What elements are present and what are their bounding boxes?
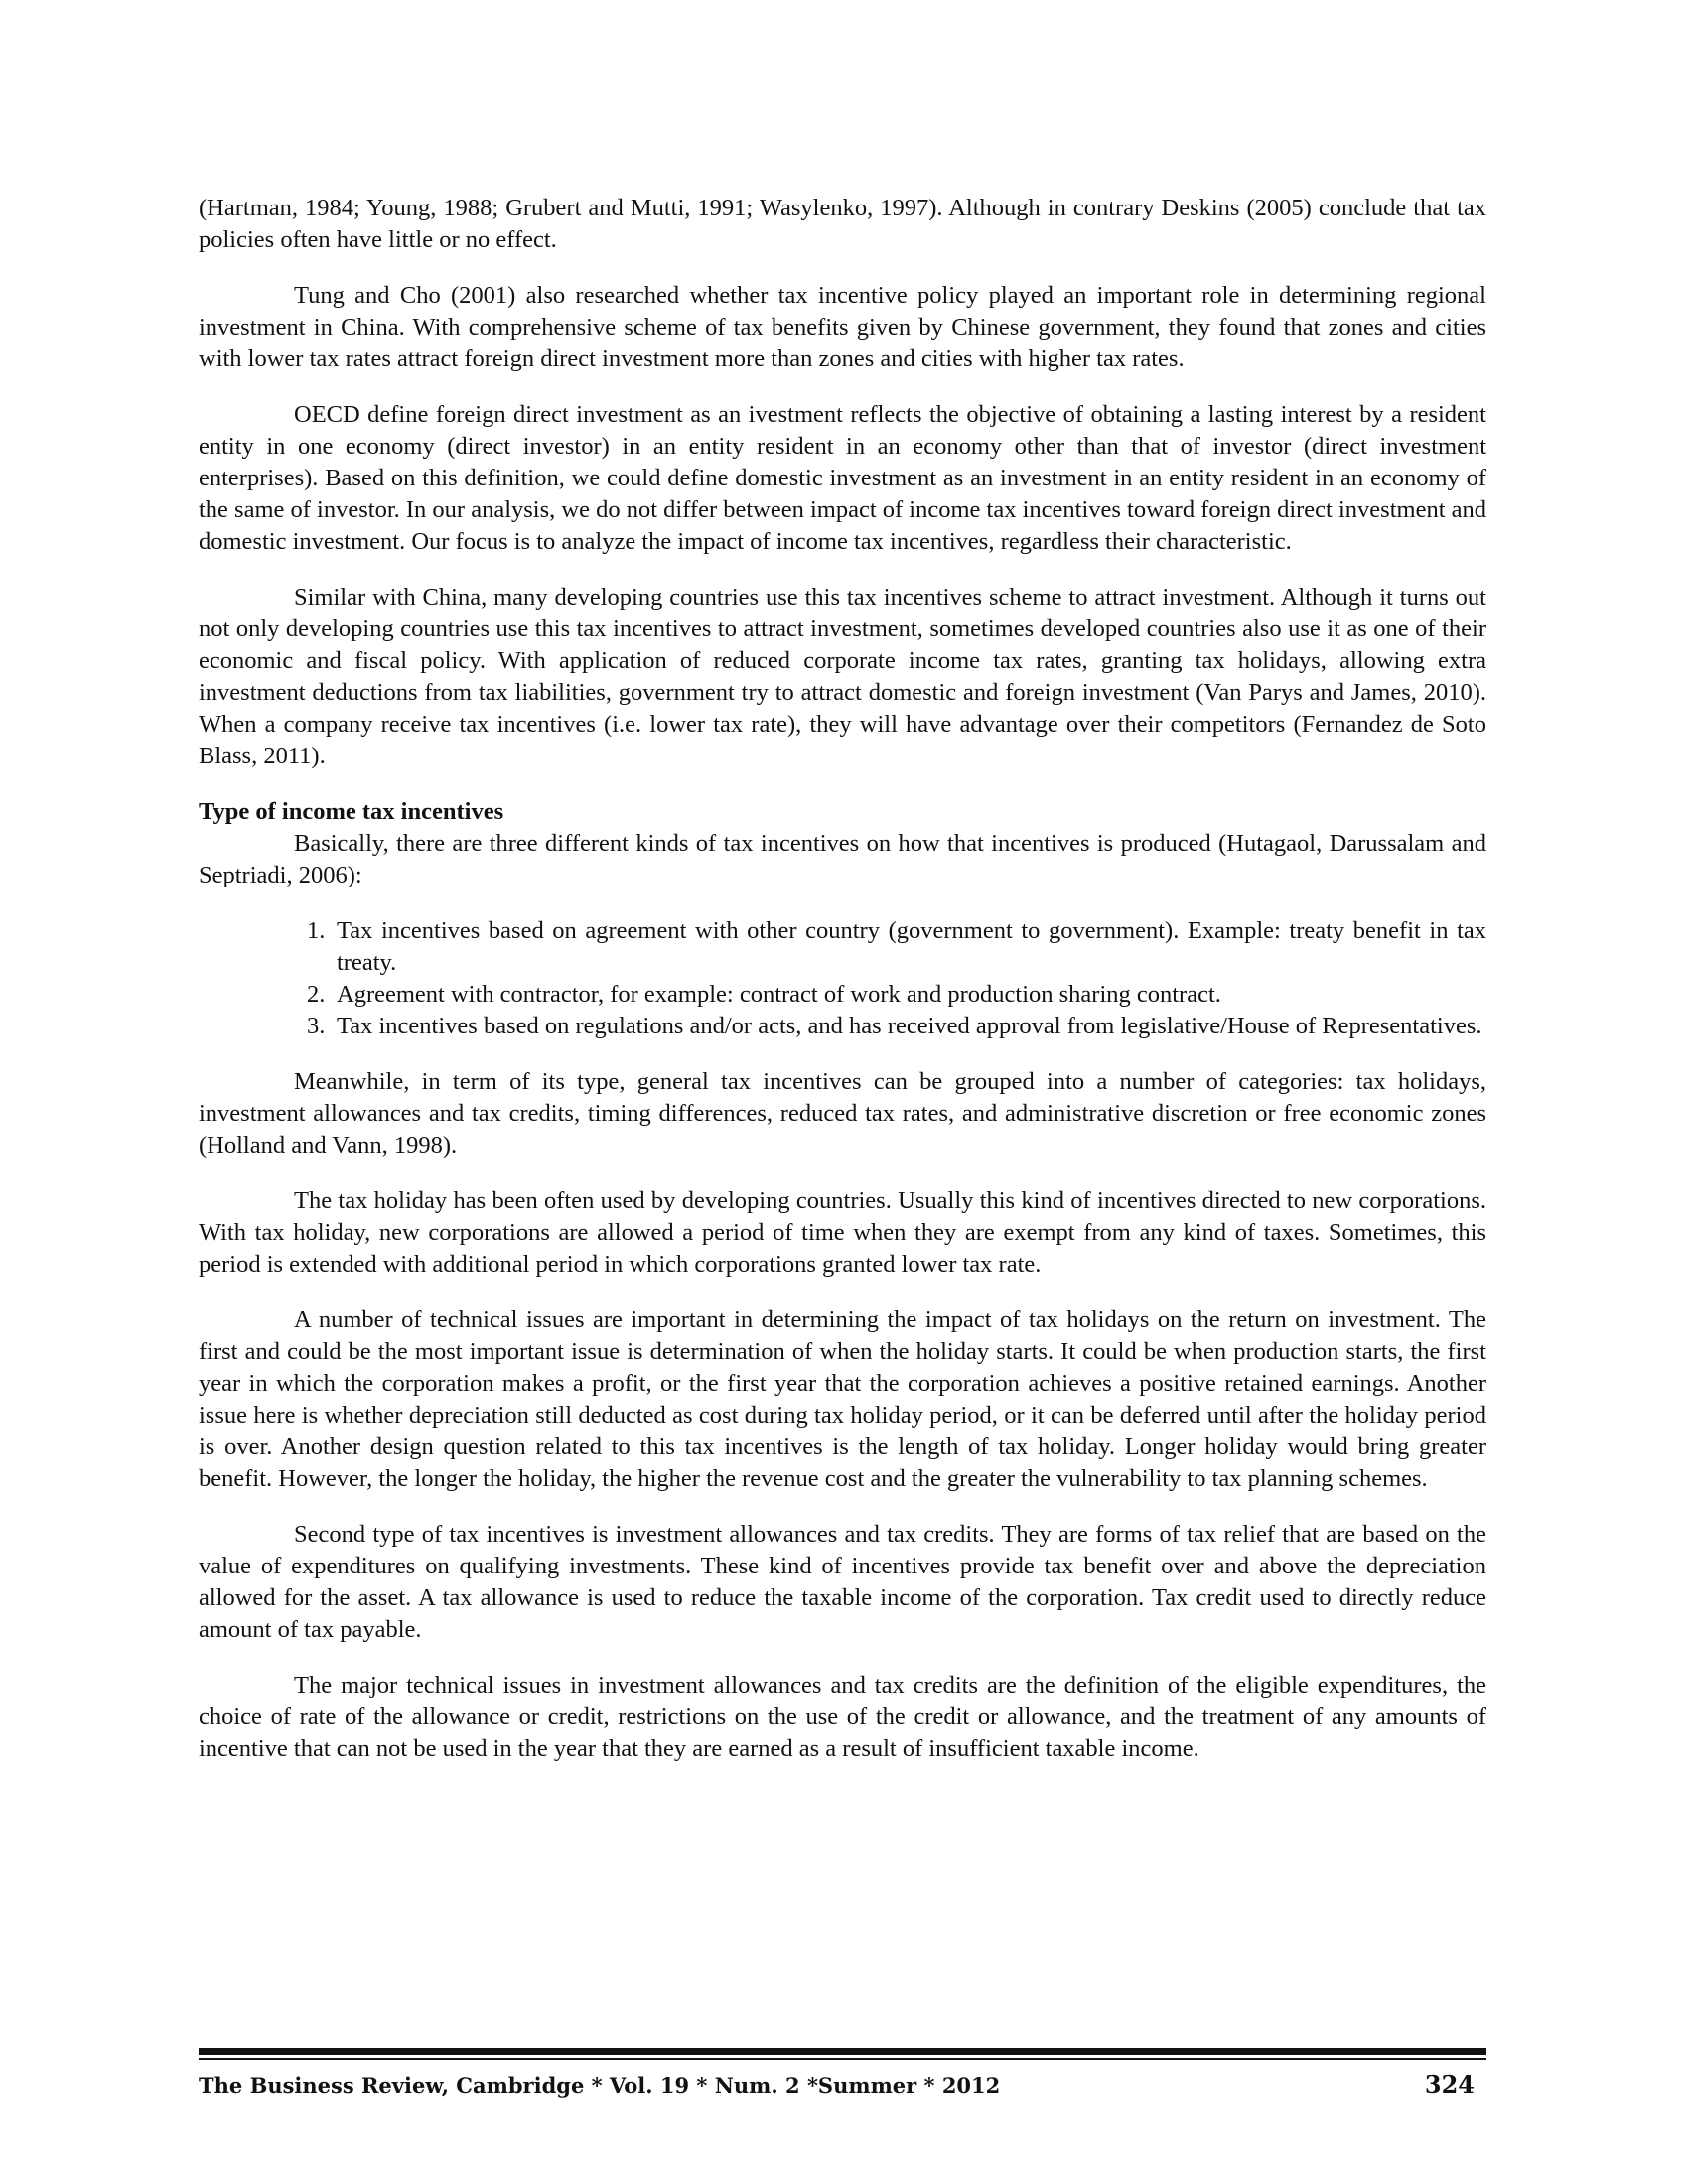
footer-rule-thin	[199, 2058, 1486, 2060]
footer-journal: The Business Review, Cambridge * Vol. 19 * Num. 2 *Summer * 2012	[199, 2073, 1001, 2098]
paragraph-developing-countries: Similar with China, many developing countries use this tax incentives scheme to attract investment. Although it turns out not only developing countries use this tax incentives to attract investment, sometimes developed countries also use it as one of their economic and fiscal policy. With application of reduced corporate income tax rates, granting tax holidays, allowing extra investment deductions from tax liabilities, government try to attract domestic and foreign investment (Van Parys and James, 2010). When a company receive tax incentives (i.e. lower tax rate), they will have advantage over their competitors (Fernandez de Soto Blass, 2011).	[199, 584, 1486, 769]
footer-text	[199, 2070, 1486, 2099]
list-item-number: 2.	[307, 981, 326, 1008]
list-item	[307, 979, 1486, 1011]
footer-rule-thick	[199, 2048, 1486, 2055]
paragraph-oecd-definition: OECD define foreign direct investment as an ivestment reflects the objective of obtaining a lasting interest by a resident entity in one economy (direct investor) in an entity resident in an economy other than that of investor (direct investment enterprises). Based on this definition, we could define domestic investment as an investment in an entity resident in an economy of the same of investor. In our analysis, we do not differ between impact of income tax incentives toward foreign direct investment and domestic investment. Our focus is to analyze the impact of income tax incentives, regardless their characteristic.	[199, 401, 1486, 555]
section-intro: Basically, there are three different kinds of tax incentives on how that incentives is produced (Hutagaol, Darussalam and Septriadi, 2006):	[199, 830, 1486, 888]
list-item	[307, 915, 1486, 979]
paragraph-tax-holiday: The tax holiday has been often used by developing countries. Usually this kind of incentives directed to new corporations. With tax holiday, new corporations are allowed a period of time when they are exempt from any kind of taxes. Sometimes, this period is extended with additional period in which corporations granted lower tax rate.	[199, 1187, 1486, 1278]
incentive-list	[199, 915, 1486, 1042]
paragraph-tung-cho: Tung and Cho (2001) also researched whether tax incentive policy played an important role in determining regional investment in China. With comprehensive scheme of tax benefits given by Chinese government, they found that zones and cities with lower tax rates attract foreign direct investment more than zones and cities with higher tax rates.	[199, 282, 1486, 372]
list-item-text: Agreement with contractor, for example: contract of work and production sharing contract.	[337, 981, 1221, 1008]
list-item-text: Tax incentives based on agreement with other country (government to government). Example: treaty benefit in tax treaty.	[337, 917, 1486, 976]
paragraph-continuation: (Hartman, 1984; Young, 1988; Grubert and Mutti, 1991; Wasylenko, 1997). Although in contrary Deskins (2005) conclude that tax policies often have little or no effect.	[199, 195, 1486, 253]
list-item	[307, 1011, 1486, 1042]
list-item-number: 3.	[307, 1013, 326, 1039]
paragraph-allowances: Second type of tax incentives is investment allowances and tax credits. They are forms of tax relief that are based on the value of expenditures on qualifying investments. These kind of incentives provide tax benefit over and above the depreciation allowed for the asset. A tax allowance is used to reduce the taxable income of the corporation. Tax credit used to directly reduce amount of tax payable.	[199, 1521, 1486, 1643]
list-item-text: Tax incentives based on regulations and/or acts, and has received approval from legislative/House of Representatives.	[337, 1013, 1482, 1039]
list-item-number: 1.	[307, 917, 326, 944]
page-number: 324	[1424, 2070, 1475, 2099]
section-heading: Type of income tax incentives	[199, 798, 504, 825]
paragraph-categories: Meanwhile, in term of its type, general tax incentives can be grouped into a number of categories: tax holidays, investment allowances and tax credits, timing differences, reduced tax rates, and administrative discretion or free economic zones (Holland and Vann, 1998).	[199, 1068, 1486, 1159]
page-body	[199, 193, 1486, 1789]
paragraph-technical-issues: A number of technical issues are important in determining the impact of tax holidays on the return on investment. The first and could be the most important issue is determination of when the holiday starts. It could be when production starts, the first year in which the corporation makes a profit, or the first year that the corporation achieves a positive retained earnings. Another issue here is whether depreciation still deducted as cost during tax holiday period, or it can be deferred until after the holiday period is over. Another design question related to this tax incentives is the length of tax holiday. Longer holiday would bring greater benefit. However, the longer the holiday, the higher the revenue cost and the greater the vulnerability to tax planning schemes.	[199, 1306, 1486, 1492]
page-footer	[199, 2048, 1486, 2099]
paragraph-major-issues: The major technical issues in investment allowances and tax credits are the definition of the eligible expenditures, the choice of rate of the allowance or credit, restrictions on the use of the credit or allowance, and the treatment of any amounts of incentive that can not be used in the year that they are earned as a result of insufficient taxable income.	[199, 1672, 1486, 1762]
